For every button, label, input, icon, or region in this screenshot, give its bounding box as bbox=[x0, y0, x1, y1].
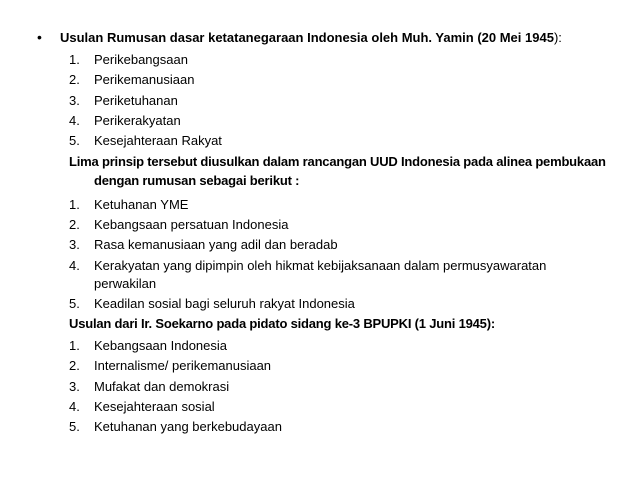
list-item-text: Perikerakyatan bbox=[94, 113, 181, 128]
heading-five-principles: Lima prinsip tersebut diusulkan dalam rancangan UUD Indonesia pada alinea pembukaan bbox=[69, 154, 606, 169]
list-item-number: 5. bbox=[69, 133, 80, 148]
bullet-marker: • bbox=[37, 29, 42, 45]
list-item-number: 5. bbox=[69, 419, 80, 434]
list-item-number: 5. bbox=[69, 296, 80, 311]
list-item-text: Rasa kemanusiaan yang adil dan beradab bbox=[94, 237, 338, 252]
list-item-text: Kerakyatan yang dipimpin oleh hikmat kebijaksanaan dalam permusyawaratan bbox=[94, 258, 547, 273]
heading-yamin bbox=[60, 28, 562, 48]
heading-yamin-rest: ): bbox=[553, 30, 562, 45]
list-item-text: Ketuhanan YME bbox=[94, 197, 189, 212]
list-item-number: 4. bbox=[69, 399, 80, 414]
list-item-text: Ketuhanan yang berkebudayaan bbox=[94, 419, 282, 434]
list-item-number: 2. bbox=[69, 358, 80, 373]
list-item-text: Periketuhanan bbox=[94, 93, 178, 108]
list-item-text: Perikebangsaan bbox=[94, 52, 188, 67]
list-item-text: Kesejahteraan sosial bbox=[94, 399, 215, 414]
list-item-text: Perikemanusiaan bbox=[94, 72, 195, 87]
list-item-number: 1. bbox=[69, 52, 80, 67]
list-item-text: Mufakat dan demokrasi bbox=[94, 379, 230, 394]
list-item-text: Kebangsaan persatuan Indonesia bbox=[94, 217, 289, 232]
list-item-number: 2. bbox=[69, 72, 80, 87]
list-item-number: 3. bbox=[69, 237, 80, 252]
heading-yamin-bold: Usulan Rumusan dasar ketatanegaraan Indonesia oleh Muh. Yamin (20 Mei 1945 bbox=[60, 30, 554, 45]
list-item-number: 4. bbox=[69, 113, 80, 128]
list-item-text: Kebangsaan Indonesia bbox=[94, 338, 228, 353]
list-item-text: Kesejahteraan Rakyat bbox=[94, 133, 222, 148]
list-item-text: Keadilan sosial bagi seluruh rakyat Indonesia bbox=[94, 296, 355, 311]
list-item-number: 3. bbox=[69, 379, 80, 394]
list-item-number: 1. bbox=[69, 197, 80, 212]
list-item-number: 1. bbox=[69, 338, 80, 353]
list-item-number: 3. bbox=[69, 93, 80, 108]
heading-five-principles-cont: dengan rumusan sebagai berikut : bbox=[94, 173, 300, 188]
list-item-text: Internalisme/ perikemanusiaan bbox=[94, 358, 272, 373]
list-item-number: 2. bbox=[69, 217, 80, 232]
list-item-text-cont: perwakilan bbox=[94, 276, 157, 291]
heading-soekarno: Usulan dari Ir. Soekarno pada pidato sidang ke-3 BPUPKI (1 Juni 1945): bbox=[69, 316, 495, 331]
list-item-number: 4. bbox=[69, 258, 80, 273]
